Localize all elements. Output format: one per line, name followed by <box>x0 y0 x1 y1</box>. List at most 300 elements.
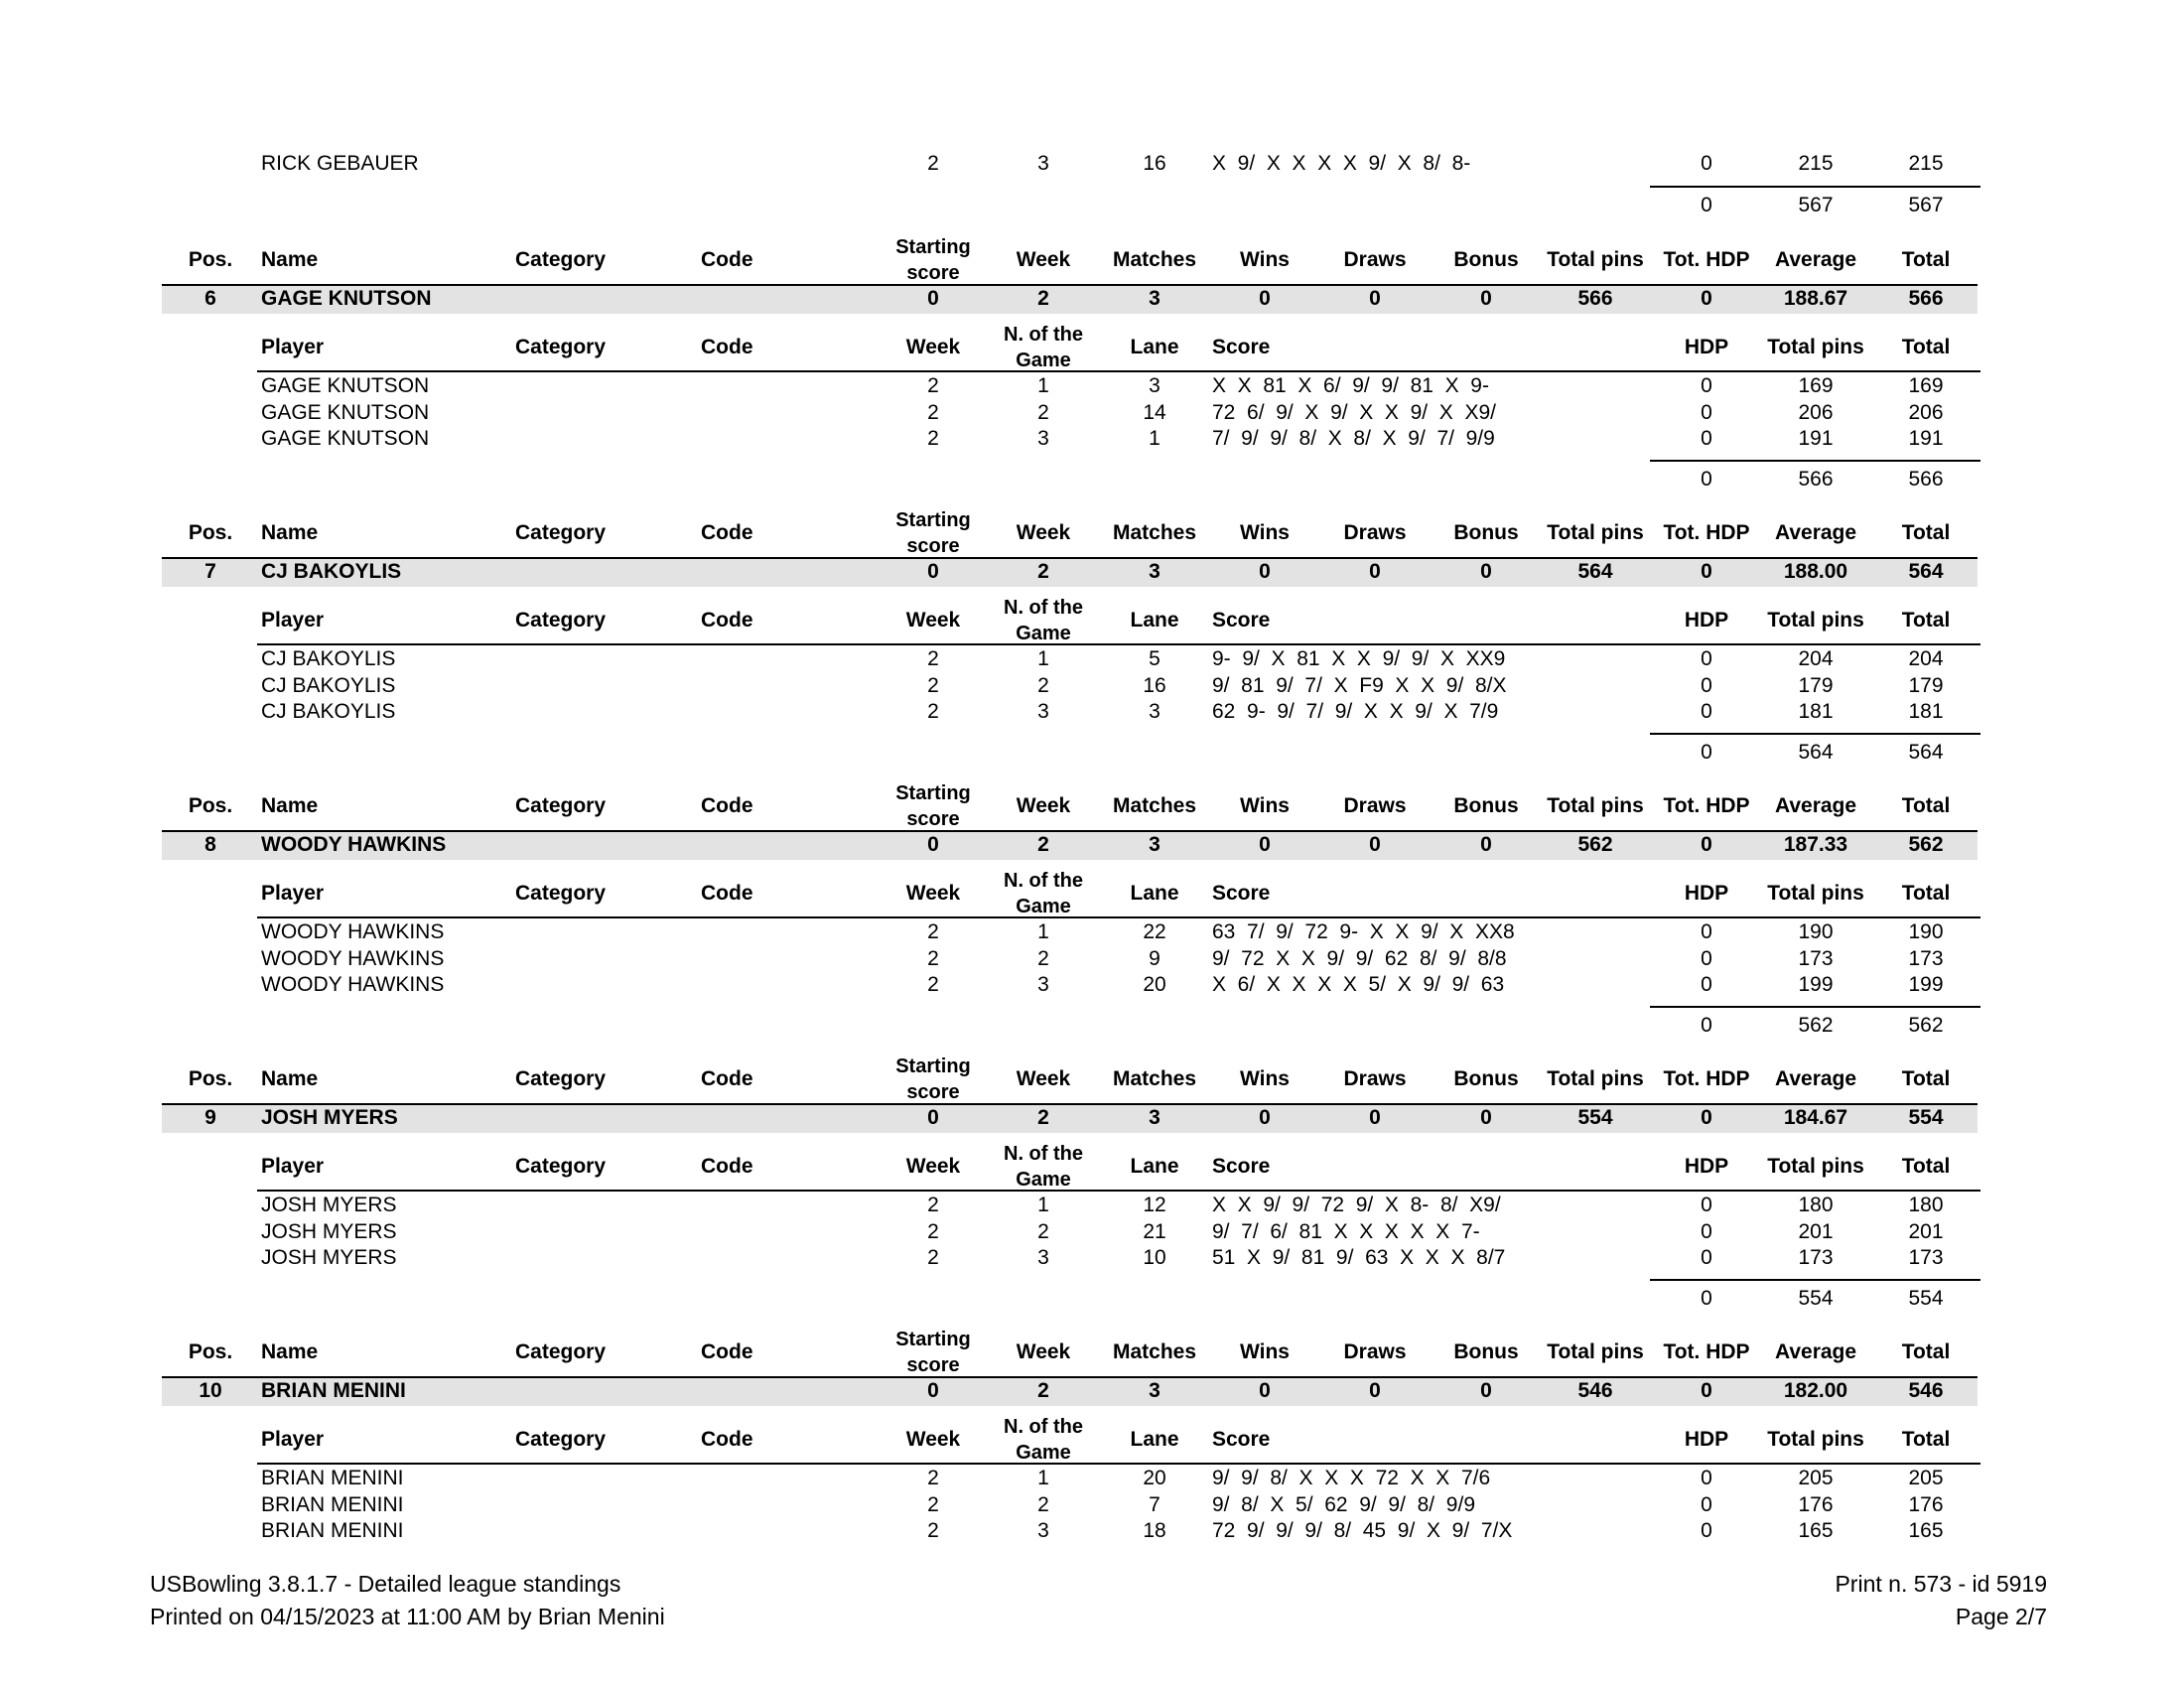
player-name: GAGE KNUTSON <box>261 400 430 424</box>
week-value: 2 <box>927 1219 939 1243</box>
col-header-total-pins: Total pins <box>1547 1067 1644 1090</box>
col-header-total-pins: Total pins <box>1547 521 1644 544</box>
detail-header-lane: Lane <box>1130 336 1179 358</box>
bowler-name: BRIAN MENINI <box>261 1379 406 1402</box>
frame-score: 72 6/ 9/ X 9/ X X 9/ X X9/ <box>1212 400 1496 424</box>
subtotal-hdp: 0 <box>1701 1287 1712 1310</box>
lane-value: 3 <box>1149 700 1160 723</box>
detail-header-player: Player <box>261 1428 325 1451</box>
total: 554 <box>1908 1106 1944 1129</box>
position: 6 <box>205 287 216 310</box>
total-pins: 562 <box>1577 833 1613 856</box>
subtotal-total-pins: 562 <box>1798 1014 1834 1037</box>
draws: 0 <box>1369 833 1381 856</box>
player-name: CJ BAKOYLIS <box>261 700 396 723</box>
col-header-average: Average <box>1774 521 1857 544</box>
detail-header-n-game: N. of the Game <box>1004 324 1083 371</box>
col-header-total: Total <box>1901 1340 1951 1363</box>
matches: 3 <box>1149 833 1160 856</box>
col-header-category: Category <box>515 1067 607 1090</box>
week-value: 2 <box>927 152 939 175</box>
week: 2 <box>1037 833 1049 856</box>
detail-header-category: Category <box>515 1155 607 1178</box>
game-number: 3 <box>1037 973 1049 996</box>
game-number: 3 <box>1037 700 1049 723</box>
total-value: 181 <box>1908 700 1944 723</box>
detail-header-player: Player <box>261 1155 325 1178</box>
week-value: 2 <box>927 673 939 697</box>
player-name: BRIAN MENINI <box>261 1467 404 1489</box>
subtotal-total: 567 <box>1908 194 1944 216</box>
starting-score: 0 <box>927 1106 939 1129</box>
detail-header-category: Category <box>515 1428 607 1451</box>
col-header-total: Total <box>1901 794 1951 817</box>
average: 187.33 <box>1783 833 1848 856</box>
hdp-value: 0 <box>1701 946 1712 970</box>
player-name: RICK GEBAUER <box>261 152 419 175</box>
col-header-total-pins: Total pins <box>1547 248 1644 271</box>
total-value: 215 <box>1908 152 1944 175</box>
game-number: 2 <box>1037 400 1049 424</box>
position: 7 <box>205 560 216 583</box>
player-name: BRIAN MENINI <box>261 1492 404 1516</box>
lane-value: 21 <box>1143 1219 1166 1243</box>
footer-print-id: Print n. 573 - id 5919 <box>1835 1571 2047 1597</box>
week: 2 <box>1037 1106 1049 1129</box>
detail-header-code: Code <box>701 609 753 632</box>
detail-header-code: Code <box>701 1155 753 1178</box>
total-value: 169 <box>1908 374 1944 397</box>
detail-header-total-pins: Total pins <box>1767 882 1864 905</box>
tot-hdp: 0 <box>1701 1106 1712 1129</box>
bowler-name: WOODY HAWKINS <box>261 833 447 856</box>
player-name: BRIAN MENINI <box>261 1519 404 1542</box>
col-header-draws: Draws <box>1343 794 1407 817</box>
detail-header-hdp: HDP <box>1684 609 1729 632</box>
lane-value: 16 <box>1143 152 1166 175</box>
lane-value: 9 <box>1149 946 1160 970</box>
frame-score: X X 9/ 9/ 72 9/ X 8- 8/ X9/ <box>1212 1194 1501 1216</box>
col-header-wins: Wins <box>1240 521 1290 544</box>
col-header-tot-hdp: Tot. HDP <box>1663 794 1750 817</box>
col-header-week: Week <box>1016 1340 1071 1363</box>
col-header-pos: Pos. <box>188 521 233 544</box>
col-header-category: Category <box>515 248 607 271</box>
game-number: 3 <box>1037 152 1049 175</box>
wins: 0 <box>1259 1379 1271 1402</box>
bonus: 0 <box>1480 1379 1492 1402</box>
col-header-total-pins: Total pins <box>1547 1340 1644 1363</box>
frame-score: 62 9- 9/ 7/ 9/ X X 9/ X 7/9 <box>1212 700 1499 723</box>
col-header-name: Name <box>261 794 319 817</box>
detail-header-total-pins: Total pins <box>1767 609 1864 632</box>
tot-hdp: 0 <box>1701 833 1712 856</box>
detail-header-week: Week <box>905 609 961 632</box>
hdp-value: 0 <box>1701 1246 1712 1269</box>
col-header-average: Average <box>1774 248 1857 271</box>
subtotal-total: 554 <box>1908 1287 1944 1310</box>
week: 2 <box>1037 287 1049 310</box>
frame-score: X 9/ X X X X 9/ X 8/ 8- <box>1212 152 1471 175</box>
total-value: 173 <box>1908 946 1944 970</box>
week: 2 <box>1037 560 1049 583</box>
tot-hdp: 0 <box>1701 560 1712 583</box>
footer-printed-line: Printed on 04/15/2023 at 11:00 AM by Brian Menini <box>150 1604 665 1629</box>
game-number: 2 <box>1037 1492 1049 1516</box>
subtotal-total: 562 <box>1908 1014 1944 1037</box>
frame-score: X 6/ X X X X 5/ X 9/ 9/ 63 <box>1212 973 1505 996</box>
hdp-value: 0 <box>1701 673 1712 697</box>
bowler-section <box>0 0 2184 491</box>
frame-score: 72 9/ 9/ 9/ 8/ 45 9/ X 9/ 7/X <box>1212 1519 1513 1542</box>
starting-score: 0 <box>927 833 939 856</box>
player-name: JOSH MYERS <box>261 1194 397 1216</box>
position: 8 <box>205 833 216 856</box>
matches: 3 <box>1149 287 1160 310</box>
hdp-value: 0 <box>1701 1219 1712 1243</box>
lane-value: 22 <box>1143 920 1166 943</box>
player-name: JOSH MYERS <box>261 1246 397 1269</box>
col-header-week: Week <box>1016 794 1071 817</box>
detail-header-total: Total <box>1901 336 1951 358</box>
week-value: 2 <box>927 1492 939 1516</box>
total-pins: 566 <box>1577 287 1613 310</box>
frame-score: 9/ 72 X X 9/ 9/ 62 8/ 9/ 8/8 <box>1212 946 1507 970</box>
frame-score: 51 X 9/ 81 9/ 63 X X X 8/7 <box>1212 1246 1506 1269</box>
subtotal-hdp: 0 <box>1701 741 1712 764</box>
col-header-average: Average <box>1774 1340 1857 1363</box>
detail-header-n-game: N. of the Game <box>1004 597 1083 644</box>
detail-header-hdp: HDP <box>1684 1155 1729 1178</box>
week-value: 2 <box>927 400 939 424</box>
hdp-value: 0 <box>1701 400 1712 424</box>
total-value: 201 <box>1908 1219 1944 1243</box>
col-header-pos: Pos. <box>188 1340 233 1363</box>
detail-header-week: Week <box>905 882 961 905</box>
player-name: JOSH MYERS <box>261 1219 397 1243</box>
game-number: 3 <box>1037 1246 1049 1269</box>
week-value: 2 <box>927 700 939 723</box>
col-header-total-pins: Total pins <box>1547 794 1644 817</box>
col-header-wins: Wins <box>1240 794 1290 817</box>
total: 562 <box>1908 833 1944 856</box>
week-value: 2 <box>927 946 939 970</box>
draws: 0 <box>1369 560 1381 583</box>
detail-header-code: Code <box>701 1428 753 1451</box>
col-header-tot-hdp: Tot. HDP <box>1663 521 1750 544</box>
detail-header-player: Player <box>261 882 325 905</box>
frame-score: 9/ 8/ X 5/ 62 9/ 9/ 8/ 9/9 <box>1212 1492 1475 1516</box>
player-name: CJ BAKOYLIS <box>261 647 396 670</box>
total-pins-value: 165 <box>1798 1519 1834 1542</box>
col-header-pos: Pos. <box>188 248 233 271</box>
total-pins-value: 173 <box>1798 1246 1834 1269</box>
col-header-name: Name <box>261 1340 319 1363</box>
frame-score: 9/ 81 9/ 7/ X F9 X X 9/ 8/X <box>1212 673 1507 697</box>
frame-score: 9/ 7/ 6/ 81 X X X X X 7- <box>1212 1219 1480 1243</box>
detail-header-total-pins: Total pins <box>1767 1428 1864 1451</box>
player-name: CJ BAKOYLIS <box>261 673 396 697</box>
game-number: 2 <box>1037 673 1049 697</box>
hdp-value: 0 <box>1701 1194 1712 1216</box>
subtotal-total-pins: 567 <box>1798 194 1834 216</box>
col-header-starting-score: Starting score <box>895 236 971 284</box>
subtotal-total-pins: 554 <box>1798 1287 1834 1310</box>
hdp-value: 0 <box>1701 152 1712 175</box>
week-value: 2 <box>927 647 939 670</box>
detail-header-total-pins: Total pins <box>1767 336 1864 358</box>
week: 2 <box>1037 1379 1049 1402</box>
detail-header-total-pins: Total pins <box>1767 1155 1864 1178</box>
lane-value: 14 <box>1143 400 1166 424</box>
lane-value: 20 <box>1143 1467 1166 1489</box>
col-header-matches: Matches <box>1112 521 1197 544</box>
detail-header-total: Total <box>1901 1428 1951 1451</box>
detail-header-lane: Lane <box>1130 1428 1179 1451</box>
detail-header-score: Score <box>1212 1155 1271 1178</box>
bonus: 0 <box>1480 560 1492 583</box>
footer-page-number: Page 2/7 <box>1955 1604 2047 1629</box>
game-number: 3 <box>1037 1519 1049 1542</box>
total-pins: 554 <box>1577 1106 1613 1129</box>
col-header-matches: Matches <box>1112 1340 1197 1363</box>
lane-value: 12 <box>1143 1194 1166 1216</box>
total-value: 165 <box>1908 1519 1944 1542</box>
total-pins-value: 204 <box>1798 647 1834 670</box>
detail-header-code: Code <box>701 336 753 358</box>
week-value: 2 <box>927 920 939 943</box>
total-pins-value: 205 <box>1798 1467 1834 1489</box>
subtotal-total-pins: 564 <box>1798 741 1834 764</box>
detail-header-hdp: HDP <box>1684 336 1729 358</box>
tot-hdp: 0 <box>1701 1379 1712 1402</box>
col-header-bonus: Bonus <box>1453 1067 1519 1090</box>
col-header-tot-hdp: Tot. HDP <box>1663 1067 1750 1090</box>
game-number: 2 <box>1037 1219 1049 1243</box>
col-header-matches: Matches <box>1112 794 1197 817</box>
total-value: 180 <box>1908 1194 1944 1216</box>
frame-score: 9/ 9/ 8/ X X X 72 X X 7/6 <box>1212 1467 1491 1489</box>
col-header-average: Average <box>1774 794 1857 817</box>
total-value: 204 <box>1908 647 1944 670</box>
col-header-week: Week <box>1016 248 1071 271</box>
wins: 0 <box>1259 287 1271 310</box>
detail-header-score: Score <box>1212 882 1271 905</box>
lane-value: 10 <box>1143 1246 1166 1269</box>
detail-header-hdp: HDP <box>1684 882 1729 905</box>
col-header-wins: Wins <box>1240 1340 1290 1363</box>
player-name: GAGE KNUTSON <box>261 374 430 397</box>
hdp-value: 0 <box>1701 647 1712 670</box>
total-pins-value: 190 <box>1798 920 1834 943</box>
tot-hdp: 0 <box>1701 287 1712 310</box>
col-header-total: Total <box>1901 521 1951 544</box>
col-header-pos: Pos. <box>188 794 233 817</box>
detail-header-player: Player <box>261 609 325 632</box>
col-header-matches: Matches <box>1112 1067 1197 1090</box>
detail-header-score: Score <box>1212 336 1271 358</box>
col-header-draws: Draws <box>1343 1067 1407 1090</box>
total-value: 179 <box>1908 673 1944 697</box>
hdp-value: 0 <box>1701 920 1712 943</box>
lane-value: 5 <box>1149 647 1160 670</box>
matches: 3 <box>1149 1106 1160 1129</box>
detail-header-rule <box>257 1463 1980 1465</box>
col-header-draws: Draws <box>1343 1340 1407 1363</box>
col-header-code: Code <box>701 521 753 544</box>
game-number: 2 <box>1037 946 1049 970</box>
total-pins-value: 179 <box>1798 673 1834 697</box>
col-header-tot-hdp: Tot. HDP <box>1663 1340 1750 1363</box>
bowler-name: GAGE KNUTSON <box>261 287 432 310</box>
total-value: 190 <box>1908 920 1944 943</box>
subtotal-total: 564 <box>1908 741 1944 764</box>
detail-header-lane: Lane <box>1130 609 1179 632</box>
average: 188.00 <box>1783 560 1848 583</box>
detail-header-n-game: N. of the Game <box>1004 1416 1083 1464</box>
game-number: 1 <box>1037 1194 1049 1216</box>
starting-score: 0 <box>927 287 939 310</box>
bowler-name: JOSH MYERS <box>261 1106 398 1129</box>
frame-score: X X 81 X 6/ 9/ 9/ 81 X 9- <box>1212 374 1489 397</box>
hdp-value: 0 <box>1701 1519 1712 1542</box>
detail-header-score: Score <box>1212 1428 1271 1451</box>
col-header-starting-score: Starting score <box>895 1329 971 1376</box>
subtotal-hdp: 0 <box>1701 468 1712 491</box>
bonus: 0 <box>1480 1106 1492 1129</box>
week-value: 2 <box>927 973 939 996</box>
col-header-average: Average <box>1774 1067 1857 1090</box>
col-header-draws: Draws <box>1343 248 1407 271</box>
bowler-section <box>0 273 2184 764</box>
detail-header-category: Category <box>515 336 607 358</box>
draws: 0 <box>1369 1106 1381 1129</box>
detail-header-player: Player <box>261 336 325 358</box>
detail-header-score: Score <box>1212 609 1271 632</box>
hdp-value: 0 <box>1701 427 1712 450</box>
player-name: WOODY HAWKINS <box>261 973 445 996</box>
bowler-section <box>0 1092 2184 1542</box>
col-header-bonus: Bonus <box>1453 248 1519 271</box>
position: 10 <box>199 1379 222 1402</box>
position: 9 <box>205 1106 216 1129</box>
bowler-section <box>0 546 2184 1037</box>
bowler-name: CJ BAKOYLIS <box>261 560 402 583</box>
starting-score: 0 <box>927 560 939 583</box>
col-header-starting-score: Starting score <box>895 1055 971 1103</box>
hdp-value: 0 <box>1701 1467 1712 1489</box>
col-header-code: Code <box>701 248 753 271</box>
total-pins-value: 180 <box>1798 1194 1834 1216</box>
col-header-bonus: Bonus <box>1453 521 1519 544</box>
week-value: 2 <box>927 1519 939 1542</box>
subtotal-total: 566 <box>1908 468 1944 491</box>
col-header-pos: Pos. <box>188 1067 233 1090</box>
game-number: 1 <box>1037 920 1049 943</box>
col-header-wins: Wins <box>1240 248 1290 271</box>
total-pins-value: 215 <box>1798 152 1834 175</box>
total-pins-value: 201 <box>1798 1219 1834 1243</box>
detail-header-n-game: N. of the Game <box>1004 1143 1083 1191</box>
player-name: WOODY HAWKINS <box>261 946 445 970</box>
hdp-value: 0 <box>1701 700 1712 723</box>
subtotal-hdp: 0 <box>1701 194 1712 216</box>
total-value: 206 <box>1908 400 1944 424</box>
total-pins-value: 173 <box>1798 946 1834 970</box>
starting-score: 0 <box>927 1379 939 1402</box>
col-header-total: Total <box>1901 248 1951 271</box>
lane-value: 20 <box>1143 973 1166 996</box>
detail-header-category: Category <box>515 882 607 905</box>
week-value: 2 <box>927 1194 939 1216</box>
detail-header-week: Week <box>905 1155 961 1178</box>
frame-score: 63 7/ 9/ 72 9- X X 9/ X XX8 <box>1212 920 1515 943</box>
total: 566 <box>1908 287 1944 310</box>
detail-header-week: Week <box>905 336 961 358</box>
bowler-section <box>0 819 2184 1310</box>
player-name: GAGE KNUTSON <box>261 427 430 450</box>
col-header-wins: Wins <box>1240 1067 1290 1090</box>
total-pins-value: 206 <box>1798 400 1834 424</box>
total-pins-value: 169 <box>1798 374 1834 397</box>
total: 564 <box>1908 560 1944 583</box>
hdp-value: 0 <box>1701 1492 1712 1516</box>
col-header-week: Week <box>1016 1067 1071 1090</box>
hdp-value: 0 <box>1701 973 1712 996</box>
detail-header-code: Code <box>701 882 753 905</box>
lane-value: 16 <box>1143 673 1166 697</box>
game-number: 1 <box>1037 1467 1049 1489</box>
col-header-code: Code <box>701 1067 753 1090</box>
col-header-bonus: Bonus <box>1453 1340 1519 1363</box>
wins: 0 <box>1259 1106 1271 1129</box>
week-value: 2 <box>927 1467 939 1489</box>
total: 546 <box>1908 1379 1944 1402</box>
average: 184.67 <box>1783 1106 1848 1129</box>
total-value: 173 <box>1908 1246 1944 1269</box>
wins: 0 <box>1259 833 1271 856</box>
footer-app-line: USBowling 3.8.1.7 - Detailed league standings <box>150 1571 621 1597</box>
col-header-tot-hdp: Tot. HDP <box>1663 248 1750 271</box>
total-pins-value: 176 <box>1798 1492 1834 1516</box>
total-pins: 546 <box>1577 1379 1613 1402</box>
col-header-week: Week <box>1016 521 1071 544</box>
col-header-draws: Draws <box>1343 521 1407 544</box>
detail-header-total: Total <box>1901 1155 1951 1178</box>
frame-score: 7/ 9/ 9/ 8/ X 8/ X 9/ 7/ 9/9 <box>1212 427 1495 450</box>
lane-value: 1 <box>1149 427 1160 450</box>
week-value: 2 <box>927 1246 939 1269</box>
week-value: 2 <box>927 374 939 397</box>
total-pins-value: 181 <box>1798 700 1834 723</box>
col-header-category: Category <box>515 1340 607 1363</box>
col-header-code: Code <box>701 794 753 817</box>
week-value: 2 <box>927 427 939 450</box>
subtotal-hdp: 0 <box>1701 1014 1712 1037</box>
wins: 0 <box>1259 560 1271 583</box>
detail-header-week: Week <box>905 1428 961 1451</box>
detail-header-total: Total <box>1901 882 1951 905</box>
total-value: 176 <box>1908 1492 1944 1516</box>
detail-header-category: Category <box>515 609 607 632</box>
detail-header-total: Total <box>1901 609 1951 632</box>
frame-score: 9- 9/ X 81 X X 9/ 9/ X XX9 <box>1212 647 1506 670</box>
total-value: 191 <box>1908 427 1944 450</box>
detail-header-lane: Lane <box>1130 882 1179 905</box>
lane-value: 3 <box>1149 374 1160 397</box>
lane-value: 7 <box>1149 1492 1160 1516</box>
total-pins-value: 199 <box>1798 973 1834 996</box>
